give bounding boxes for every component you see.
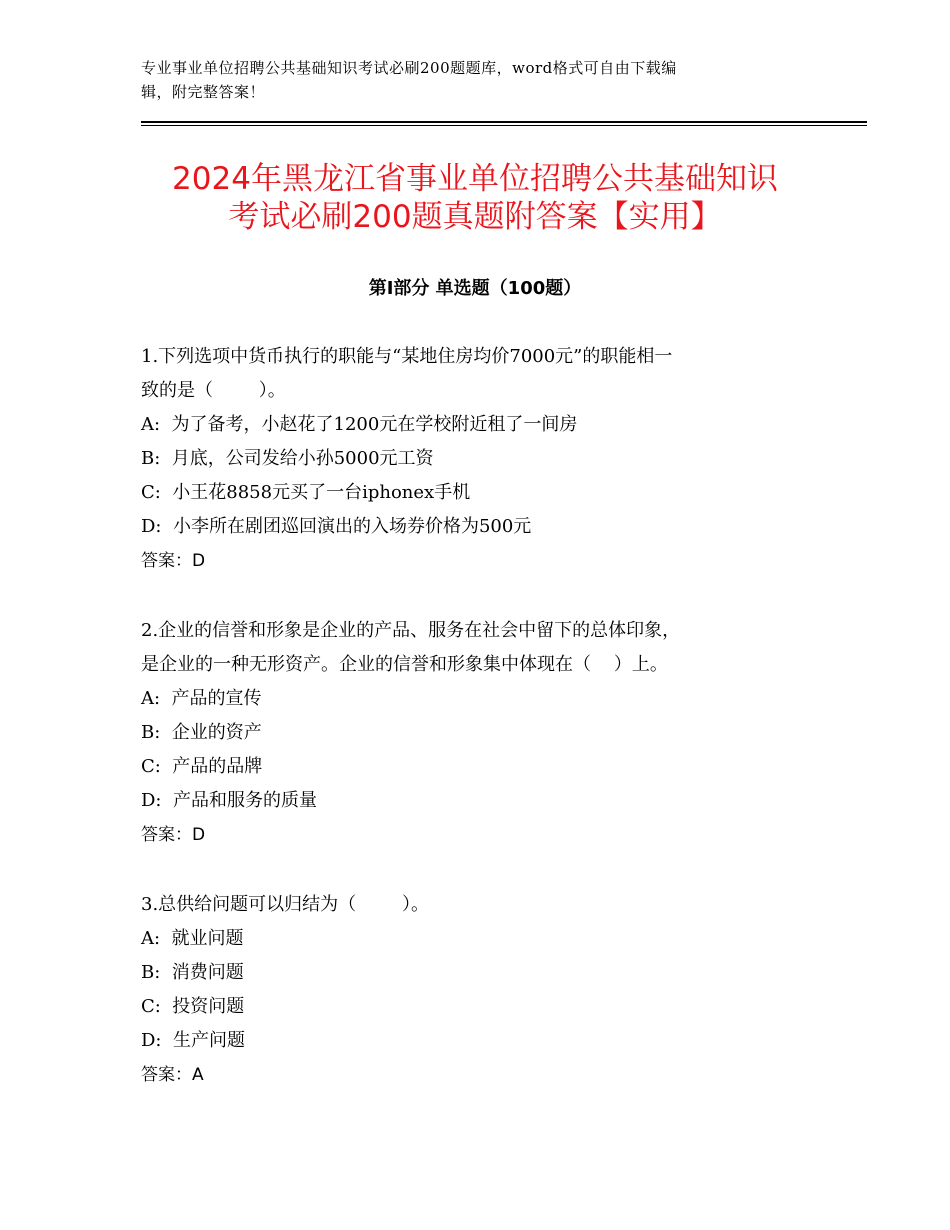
option-d: D: 生产问题 [141, 1030, 245, 1051]
header-note-line-2: 辑，附完整答案！ [141, 83, 266, 101]
question-2 [141, 614, 821, 852]
option-a: A: 产品的宣传 [141, 688, 262, 709]
option-d: D: 小李所在剧团巡回演出的入场券价格为500元 [141, 516, 532, 537]
question-stem-line-2: 是企业的一种无形资产。企业的信誉和形象集中体现在（ ）上。 [141, 654, 668, 675]
option-b: B: 月底，公司发给小孙5000元工资 [141, 448, 434, 469]
answer-label: 答案：D [141, 551, 206, 571]
header-rule-thin [141, 125, 867, 126]
header-note-line-1: 专业事业单位招聘公共基础知识考试必刷200题题库，word格式可自由下载编 [141, 59, 677, 77]
question-stem-line-1: 3.总供给问题可以归结为（ ）。 [141, 894, 429, 915]
option-a: A: 为了备考，小赵花了1200元在学校附近租了一间房 [141, 414, 578, 435]
header-note [141, 56, 781, 104]
option-b: B: 企业的资产 [141, 722, 262, 743]
question-stem-line-1: 2.企业的信誉和形象是企业的产品、服务在社会中留下的总体印象， [141, 620, 681, 641]
option-c: C: 产品的品牌 [141, 756, 263, 777]
answer-label: 答案：A [141, 1065, 204, 1085]
answer-label: 答案：D [141, 825, 206, 845]
document-title [100, 160, 850, 236]
question-3 [141, 888, 821, 1092]
question-stem-line-1: 1.下列选项中货币执行的职能与“某地住房均价7000元”的职能相一 [141, 346, 673, 367]
option-c: C: 小王花8858元买了一台iphonex手机 [141, 482, 471, 503]
header-rule-thick [141, 121, 867, 123]
question-stem-line-2: 致的是（ ）。 [141, 380, 286, 401]
option-b: B: 消费问题 [141, 962, 244, 983]
option-d: D: 产品和服务的质量 [141, 790, 317, 811]
document-title-line-1: 2024年黑龙江省事业单位招聘公共基础知识 [172, 161, 778, 197]
question-1 [141, 340, 821, 578]
question-list [141, 340, 821, 1128]
document-title-line-2: 考试必刷200题真题附答案【实用】 [228, 199, 722, 235]
section-heading: 第Ⅰ部分 单选题（100题） [368, 278, 582, 299]
option-c: C: 投资问题 [141, 996, 245, 1017]
option-a: A: 就业问题 [141, 928, 244, 949]
